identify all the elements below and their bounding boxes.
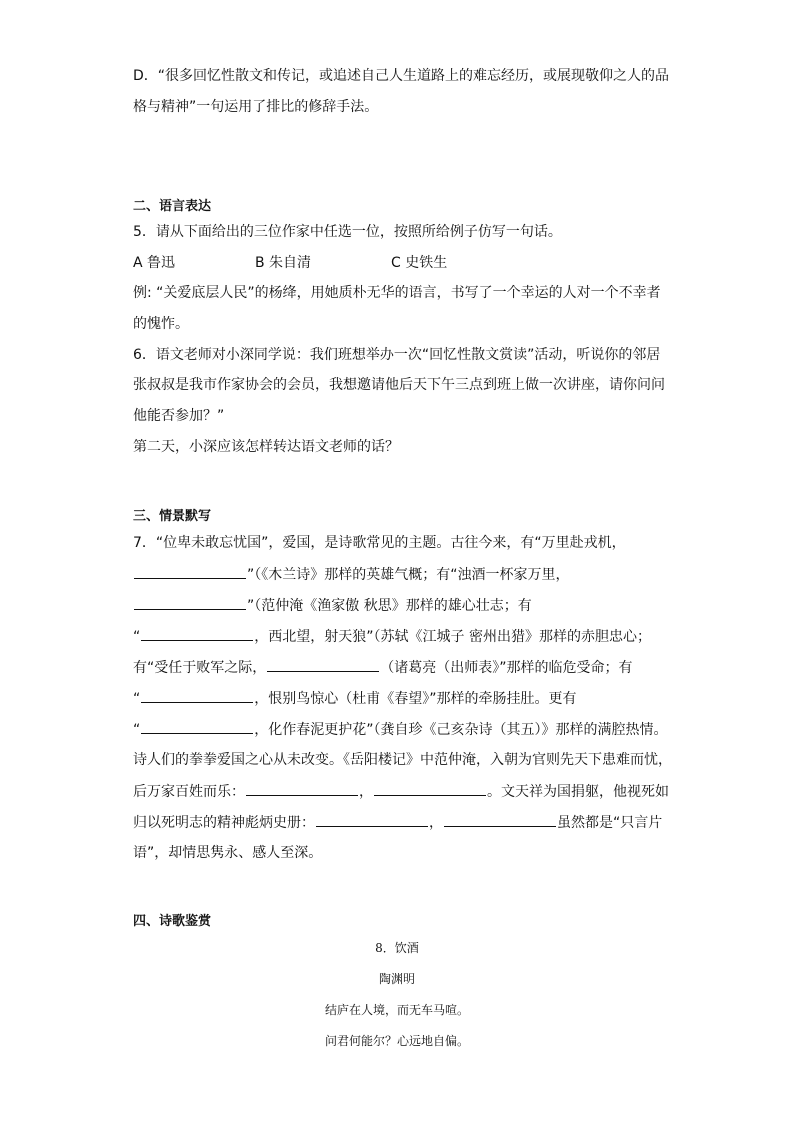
q7-line2: ”（《木兰诗》那样的英雄气概；有“浊酒一杯家万里， [133,564,570,585]
q5-stem: 5．请从下面给出的三位作家中任选一位，按照所给例子仿写一句话。 [133,224,562,240]
q7-line11: 语”，却情思隽永、感人至深。 [133,845,323,861]
q5-options [133,253,447,273]
q6-line4: 第二天，小深应该怎样转达语文老师的话？ [133,439,399,455]
answer-blank[interactable] [316,812,428,827]
answer-blank[interactable] [444,812,556,827]
q7-line6: “ ，恨别鸟惊心（杜甫《春望》”那样的牵肠挂肚。更有 [133,688,577,709]
poem-line-1: 结庐在人境，而无车马喧。 [324,1003,469,1017]
q5-example-line2: 的愧怍。 [133,316,189,332]
answer-blank[interactable] [141,719,253,734]
q7-line8: 诗人们的拳拳爱国之心从未改变。《岳阳楼记》中范仲淹，入朝为官则先天下患难而忧， [133,752,672,768]
section-heading-language-expression: 二、语言表达 [133,199,212,214]
q7-line5: 有“受任于败军之际， （诸葛亮（出师表》”那样的临危受命；有 [133,657,633,678]
q5-option-c: C 史铁生 [391,255,448,271]
answer-blank[interactable] [246,781,358,796]
q7-line1: 7．“位卑未敢忘忧国”，爱国，是诗歌常见的主题。古往今来，有“万里赴戎机， [133,535,626,551]
answer-blank[interactable] [134,564,246,579]
q6-line2: 张叔叔是我市作家协会的会员，我想邀请他后天下午三点到班上做一次讲座，请你问问 [133,377,665,393]
q5-example-line1: 例: “关爱底层人民”的杨绛，用她质朴无华的语言，书写了一个幸运的人对一个不幸者 [133,285,661,301]
q6-line1: 6．语文老师对小深同学说：我们班想举办一次“回忆性散文赏读”活动，听说你的邻居 [133,347,661,363]
q6-line3: 他能否参加？” [133,408,225,424]
q5-option-b: B 朱自清 [255,255,312,271]
poem-line-2: 问君何能尔？心远地自偏。 [324,1034,469,1048]
q7-line9: 后万家百姓而乐： ， 。文天祥为国捐躯，他视死如 [133,781,669,802]
answer-blank[interactable] [141,688,253,703]
q7-line7: “ ，化作春泥更护花”（龚自珍《己亥杂诗（其五）》那样的满腔热情。 [133,719,668,740]
answer-blank[interactable] [141,626,253,641]
q5-option-a: A 鲁迅 [133,255,176,271]
q4-option-d-line2: 格与精神”一句运用了排比的修辞手法。 [133,99,379,115]
q4-option-d-line1: D．“很多回忆性散文和传记，或追述自己人生道路上的难忘经历，或展现敬仰之人的品 [133,68,670,84]
poem-title: 8．饮酒 [375,941,419,955]
q7-line3: ”（范仲淹《渔家傲 秋思》那样的雄心壮志；有 [133,595,532,616]
poem-author: 陶渊明 [378,972,415,986]
answer-blank[interactable] [134,595,246,610]
q7-line4: “ ，西北望，射天狼”（苏轼《江城子 密州出猎》那样的赤胆忠心； [133,626,651,647]
q7-line10: 归以死明志的精神彪炳史册： ， 虽然都是“只言片 [133,812,662,833]
answer-blank[interactable] [267,657,379,672]
answer-blank[interactable] [374,781,486,796]
section-heading-poetry-appreciation: 四、诗歌鉴赏 [133,914,212,929]
section-heading-scene-dictation: 三、情景默写 [133,509,212,524]
